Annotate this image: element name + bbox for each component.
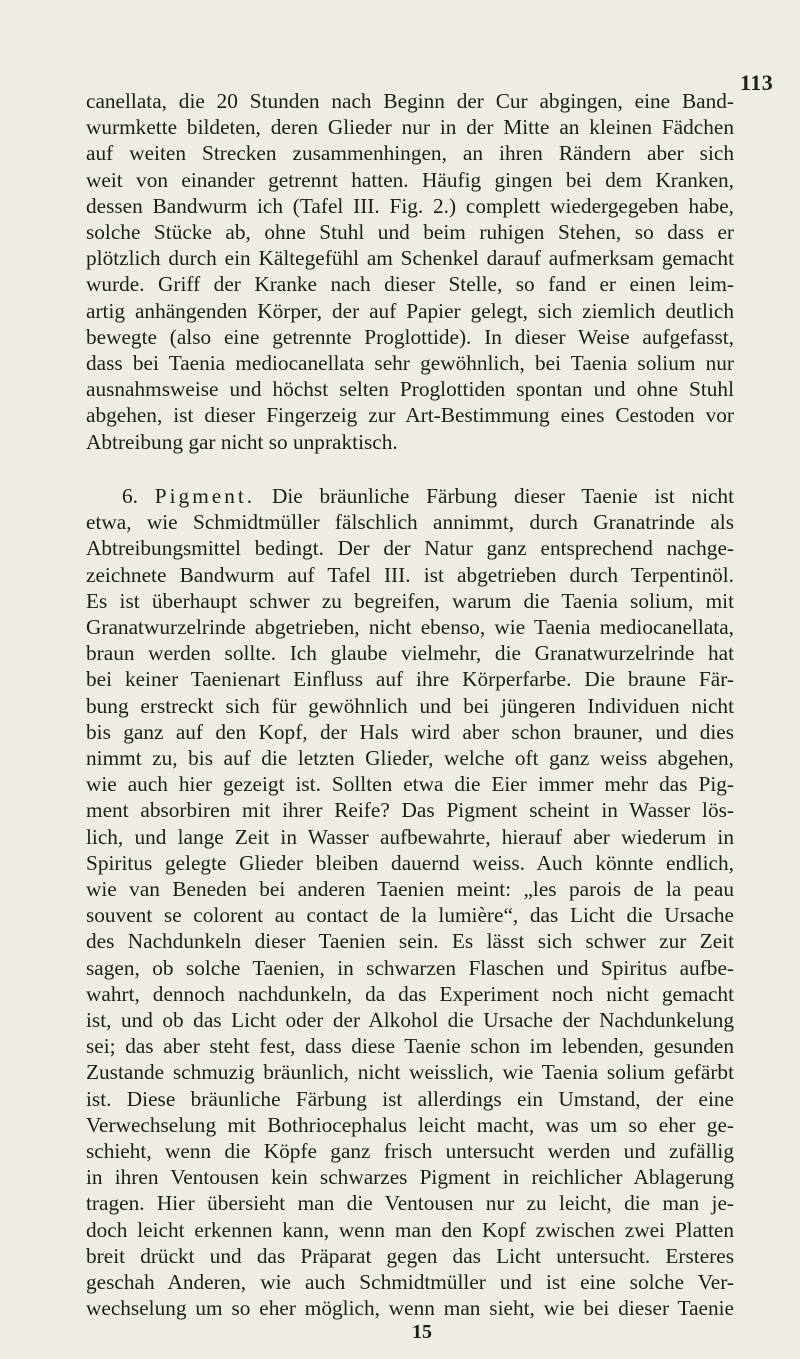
- text-line: dessen Bandwurm ich (Tafel III. Fig. 2.) complett wiedergegeben habe,: [86, 193, 734, 218]
- section-number: 6.: [122, 484, 138, 508]
- text-line: bei keiner Taenienart Einfluss auf ihre Körperfarbe. Die braune Fär-: [86, 667, 734, 692]
- pigment-body: [86, 509, 734, 1321]
- text-line: wie van Beneden bei anderen Taenien meint: „les parois de la peau: [86, 877, 734, 902]
- printer-signature: 15: [412, 1321, 432, 1343]
- text-line: wahrt, dennoch nachdunkeln, da das Experiment noch nicht gemacht: [86, 981, 734, 1006]
- text-line: wurmkette bildeten, deren Glieder nur in der Mitte an kleinen Fädchen: [86, 115, 734, 140]
- text-line: canellata, die 20 Stunden nach Beginn der Cur abgingen, eine Band-: [86, 89, 734, 113]
- text-line: Verwechselung mit Bothriocephalus leicht macht, was um so eher ge-: [86, 1112, 734, 1137]
- pigment-heading-line: [86, 483, 734, 509]
- text-line: Zustande schmuzig bräunlich, nicht weisslich, wie Taenia solium gefärbt: [86, 1060, 734, 1085]
- text-line: tragen. Hier übersieht man die Ventousen nur zu leicht, die man je-: [86, 1191, 734, 1216]
- text-line: in ihren Ventousen kein schwarzes Pigment in reichlicher Ablagerung: [86, 1165, 734, 1190]
- text-line: sagen, ob solche Taenien, in schwarzen Flaschen und Spiritus aufbe-: [86, 955, 734, 980]
- text-line: bewegte (also eine getrennte Proglottide). In dieser Weise aufgefasst,: [86, 324, 734, 349]
- text-line: Es ist überhaupt schwer zu begreifen, warum die Taenia solium, mit: [86, 588, 734, 613]
- text-line: souvent se colorent au contact de la lumière“, das Licht die Ursache: [86, 903, 734, 928]
- text-line: wechselung um so eher möglich, wenn man sieht, wie bei dieser Taenie: [86, 1296, 734, 1321]
- text-line: ment absorbiren mit ihrer Reife? Das Pigment scheint in Wasser lös-: [86, 798, 734, 823]
- text-line: nimmt zu, bis auf die letzten Glieder, welche oft ganz weiss abgehen,: [86, 746, 734, 771]
- text-line: sei; das aber steht fest, dass diese Taenie schon im lebenden, gesunden: [86, 1034, 734, 1059]
- text-line: wie auch hier gezeigt ist. Sollten etwa die Eier immer mehr das Pig-: [86, 772, 734, 797]
- text-line: geschah Anderen, wie auch Schmidtmüller und ist eine solche Ver-: [86, 1270, 734, 1295]
- text-line: Abtreibung gar nicht so unpraktisch.: [86, 429, 398, 454]
- text-line: etwa, wie Schmidtmüller fälschlich annimmt, durch Granatrinde als: [86, 510, 734, 535]
- text-line: braun werden sollte. Ich glaube vielmehr, die Granatwurzelrinde hat: [86, 641, 734, 666]
- text-line: Abtreibungsmittel bedingt. Der der Natur ganz entsprechend nachge-: [86, 536, 734, 561]
- text-line: abgehen, ist dieser Fingerzeig zur Art-Bestimmung eines Cestoden vor: [86, 403, 734, 428]
- text-line: des Nachdunkeln dieser Taenien sein. Es lässt sich schwer zur Zeit: [86, 929, 734, 954]
- text-line: Granatwurzelrinde abgetrieben, nicht ebenso, wie Taenia mediocanellata,: [86, 615, 734, 640]
- text-line: plötzlich durch ein Kältegefühl am Schenkel darauf aufmerksam gemacht: [86, 246, 734, 271]
- paragraph-tapeworm-segments: [86, 88, 734, 455]
- paragraph-pigment: [86, 483, 734, 1322]
- text-line: ist, und ob das Licht oder der Alkohol die Ursache der Nachdunkelung: [86, 1008, 734, 1033]
- text-line: artig anhängenden Körper, der auf Papier gelegt, sich ziemlich deutlich: [86, 298, 734, 323]
- text-line: lich, und lange Zeit in Wasser aufbewahrte, hierauf aber wiederum in: [86, 824, 734, 849]
- text-line: schieht, wenn die Köpfe ganz frisch untersucht werden und zufällig: [86, 1139, 734, 1164]
- text-line: auf weiten Strecken zusammenhingen, an ihren Rändern aber sich: [86, 141, 734, 166]
- section-heading: Pigment.: [154, 484, 256, 508]
- text-line: solche Stücke ab, ohne Stuhl und beim ruhigen Stehen, so dass er: [86, 220, 734, 245]
- page-number: 113: [740, 70, 774, 95]
- text-line: ausnahmsweise und höchst selten Proglottiden spontan und ohne Stuhl: [86, 377, 734, 402]
- text-line: breit drückt und das Präparat gegen das Licht untersucht. Ersteres: [86, 1243, 734, 1268]
- heading-line-text: Die bräunliche Färbung dieser Taenie ist nicht: [271, 484, 735, 508]
- text-line: dass bei Taenia mediocanellata sehr gewöhnlich, bei Taenia solium nur: [86, 351, 734, 376]
- text-line: weit von einander getrennt hatten. Häufig gingen bei dem Kranken,: [86, 167, 734, 192]
- text-line: ist. Diese bräunliche Färbung ist allerdings ein Umstand, der eine: [86, 1086, 734, 1111]
- text-line: Spiritus gelegte Glieder bleiben dauernd weiss. Auch könnte endlich,: [86, 850, 734, 875]
- text-line: wurde. Griff der Kranke nach dieser Stelle, so fand er einen leim-: [86, 272, 734, 297]
- text-line: zeichnete Bandwurm auf Tafel III. ist abgetrieben durch Terpentinöl.: [86, 562, 734, 587]
- text-line: bung erstreckt sich für gewöhnlich und bei jüngeren Individuen nicht: [86, 693, 734, 718]
- text-line: doch leicht erkennen kann, wenn man den Kopf zwischen zwei Platten: [86, 1217, 734, 1242]
- text-line: bis ganz auf den Kopf, der Hals wird aber schon brauner, und dies: [86, 719, 734, 744]
